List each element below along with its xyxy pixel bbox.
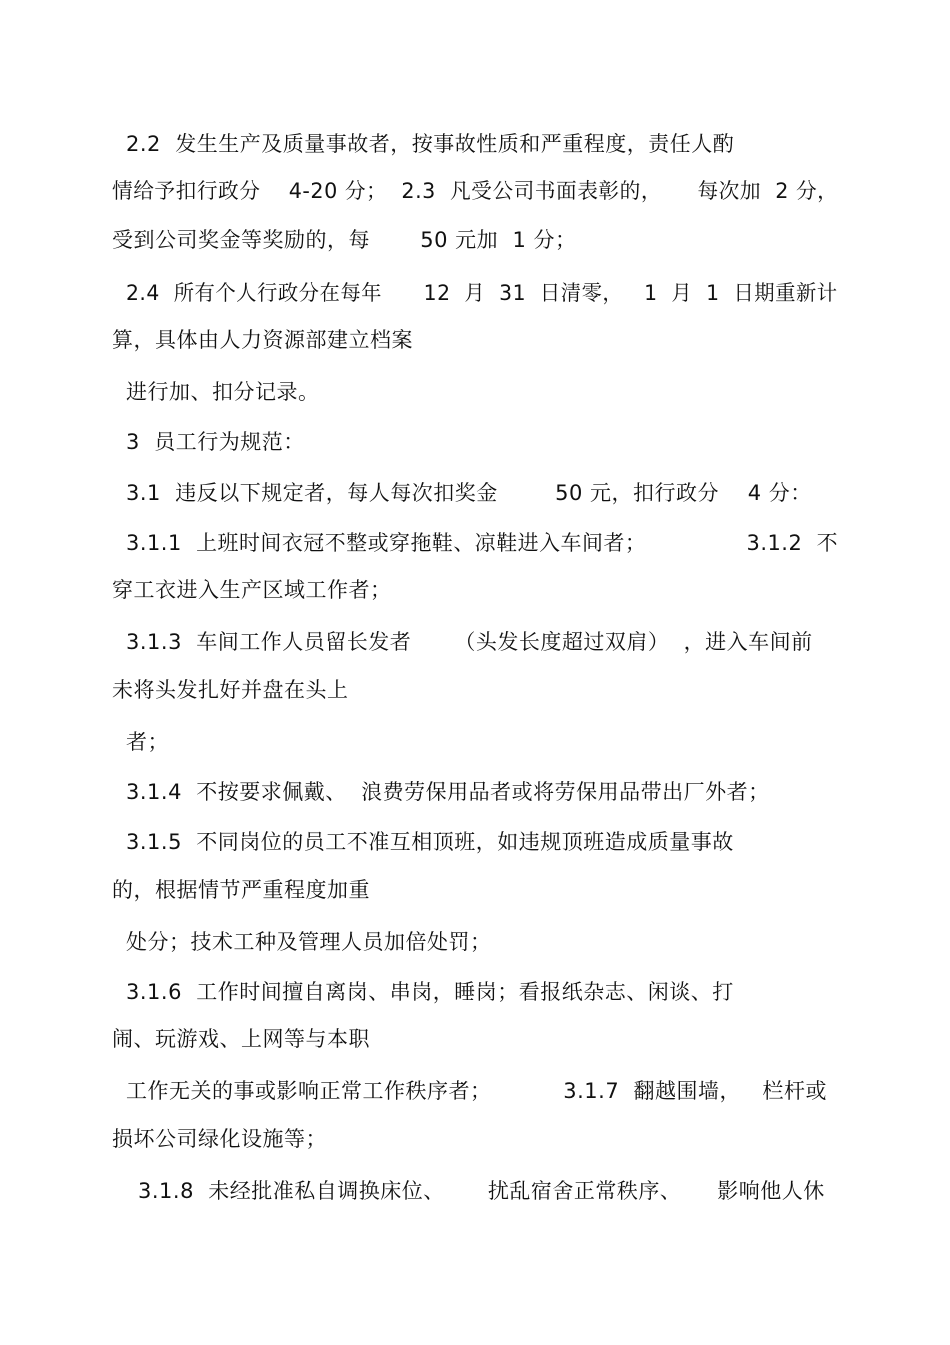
text-line: 3.1.1 上班时间衣冠不整或穿拖鞋、凉鞋进入车间者； 3.1.2 不 — [126, 531, 839, 555]
text-line: 3.1.6 工作时间擅自离岗、串岗，睡岗；看报纸杂志、闲谈、打 — [126, 980, 734, 1004]
text-line: 进行加、扣分记录。 — [126, 380, 320, 404]
text-line: 3.1 违反以下规定者，每人每次扣奖金 50 元，扣行政分 4 分： — [126, 481, 812, 505]
text-line: 3.1.8 未经批准私自调换床位、 扰乱宿舍正常秩序、 影响他人休 — [138, 1179, 825, 1203]
text-line: 3.1.3 车间工作人员留长发者 （头发长度超过双肩） ，进入车间前 — [126, 630, 813, 654]
text-line: 3.1.4 不按要求佩戴、 浪费劳保用品者或将劳保用品带出厂外者； — [126, 780, 770, 804]
text-line: 算，具体由人力资源部建立档案 — [112, 328, 413, 352]
text-line: 穿工衣进入生产区域工作者； — [112, 578, 392, 602]
text-line: 受到公司奖金等奖励的，每 50 元加 1 分； — [112, 228, 577, 252]
text-line: 工作无关的事或影响正常工作秩序者； 3.1.7 翻越围墙， 栏杆或 — [126, 1079, 828, 1103]
text-line: 者； — [126, 730, 169, 754]
text-line: 3.1.5 不同岗位的员工不准互相顶班，如违规顶班造成质量事故 — [126, 830, 734, 854]
text-line: 2.2 发生生产及质量事故者，按事故性质和严重程度，责任人酌 — [126, 132, 735, 156]
text-line: 2.4 所有个人行政分在每年 12 月 31 日清零， 1 月 1 日期重新计 — [126, 281, 838, 305]
text-line: 3 员工行为规范： — [126, 430, 305, 454]
text-line: 损坏公司绿化设施等； — [112, 1127, 327, 1151]
text-line: 处分；技术工种及管理人员加倍处罚； — [126, 930, 492, 954]
text-line: 的，根据情节严重程度加重 — [112, 878, 370, 902]
text-line: 闹、玩游戏、上网等与本职 — [112, 1027, 370, 1051]
text-line: 未将头发扎好并盘在头上 — [112, 678, 349, 702]
text-line: 情给予扣行政分 4-20 分； 2.3 凡受公司书面表彰的， 每次加 2 分， — [112, 179, 839, 203]
